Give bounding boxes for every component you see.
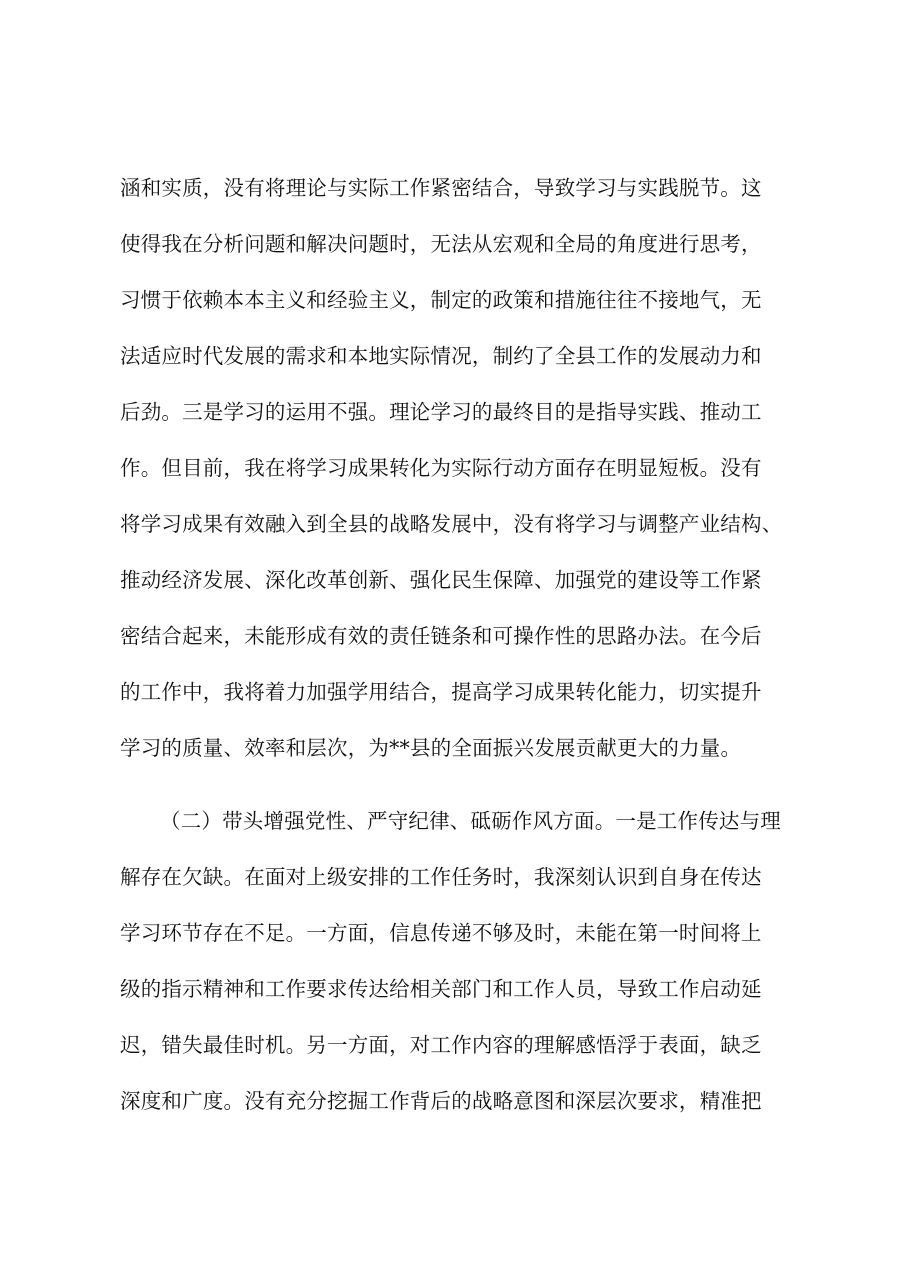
paragraph-line: 学习的质量、效率和层次，为**县的全面振兴发展贡献更大的力量。 [120, 736, 742, 760]
paragraph-line: 作。但目前，我在将学习成果转化为实际行动方面存在明显短板。没有 [120, 456, 762, 480]
paragraph-line: （二）带头增强党性、严守纪律、砥砺作风方面。一是工作传达与理 [160, 809, 781, 833]
paragraph-line: 的工作中，我将着力加强学用结合，提高学习成果转化能力，切实提升 [120, 680, 762, 704]
paragraph-line: 推动经济发展、深化改革创新、强化民生保障、加强党的建设等工作紧 [120, 568, 762, 592]
paragraph-line: 密结合起来，未能形成有效的责任链条和可操作性的思路办法。在今后 [120, 624, 762, 648]
paragraph-line: 法适应时代发展的需求和本地实际情况，制约了全县工作的发展动力和 [120, 344, 762, 368]
paragraph-line: 习惯于依赖本本主义和经验主义，制定的政策和措施往往不接地气，无 [120, 288, 762, 312]
paragraph-line: 将学习成果有效融入到全县的战略发展中，没有将学习与调整产业结构、 [120, 512, 783, 536]
paragraph-line: 使得我在分析问题和解决问题时，无法从宏观和全局的角度进行思考， [120, 232, 762, 256]
paragraph-line: 级的指示精神和工作要求传达给相关部门和工作人员，导致工作启动延 [120, 977, 762, 1001]
paragraph-line: 迟，错失最佳时机。另一方面，对工作内容的理解感悟浮于表面，缺乏 [120, 1033, 762, 1057]
paragraph-line: 学习环节存在不足。一方面，信息传递不够及时，未能在第一时间将上 [120, 921, 762, 945]
paragraph-line: 解存在欠缺。在面对上级安排的工作任务时，我深刻认识到自身在传达 [120, 865, 762, 889]
paragraph-line: 深度和广度。没有充分挖掘工作背后的战略意图和深层次要求，精准把 [120, 1089, 762, 1113]
paragraph-line: 后劲。三是学习的运用不强。理论学习的最终目的是指导实践、推动工 [120, 400, 762, 424]
paragraph-line: 涵和实质，没有将理论与实际工作紧密结合，导致学习与实践脱节。这 [120, 176, 762, 200]
